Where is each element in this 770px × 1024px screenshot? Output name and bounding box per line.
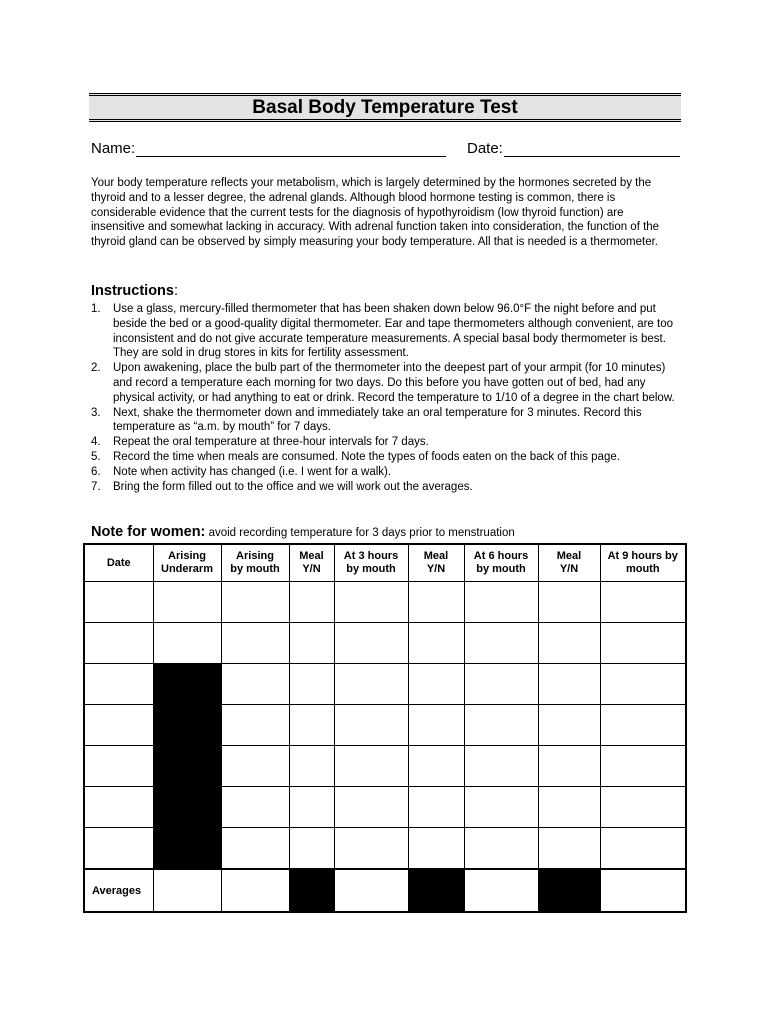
- column-header: At 3 hours by mouth: [334, 544, 408, 582]
- entry-cell[interactable]: [538, 705, 600, 746]
- date-line[interactable]: [504, 140, 680, 157]
- column-header: Meal Y/N: [289, 544, 334, 582]
- shaded-cell: [538, 869, 600, 912]
- entry-cell[interactable]: [464, 828, 538, 870]
- entry-cell[interactable]: [153, 623, 221, 664]
- average-cell[interactable]: [600, 869, 686, 912]
- entry-cell[interactable]: [334, 828, 408, 870]
- instruction-step-number: 1.: [91, 303, 101, 315]
- instruction-step: [91, 465, 681, 480]
- shaded-cell: [153, 664, 221, 705]
- shaded-cell: [408, 869, 464, 912]
- entry-cell[interactable]: [600, 746, 686, 787]
- column-header: At 6 hours by mouth: [464, 544, 538, 582]
- table-row: [84, 787, 686, 828]
- entry-cell[interactable]: [289, 664, 334, 705]
- entry-cell[interactable]: [289, 623, 334, 664]
- entry-cell[interactable]: [334, 787, 408, 828]
- name-label: Name:: [91, 140, 136, 157]
- name-line[interactable]: [136, 140, 446, 157]
- entry-cell[interactable]: [538, 787, 600, 828]
- column-header: Arising by mouth: [221, 544, 289, 582]
- entry-cell[interactable]: [334, 664, 408, 705]
- shaded-cell: [153, 705, 221, 746]
- instruction-step-number: 5.: [91, 450, 101, 463]
- entry-cell[interactable]: [84, 705, 153, 746]
- average-cell[interactable]: [334, 869, 408, 912]
- entry-cell[interactable]: [538, 582, 600, 623]
- entry-cell[interactable]: [221, 623, 289, 664]
- entry-cell[interactable]: [334, 705, 408, 746]
- entry-cell[interactable]: [408, 787, 464, 828]
- instructions-heading-text: Instructions: [91, 283, 174, 299]
- instruction-step-text: Use a glass, mercury-filled thermometer that has been shaken down below 96.0°F the night before and put beside the bed or a good-quality digital thermometer. Ear and tape thermometers although convenient, are too inconsistent and do not give accurate temperature measurements. A special basal body thermometer is best. They are sold in drug stores in kits for fertility assessment.: [113, 303, 674, 360]
- entry-cell[interactable]: [334, 623, 408, 664]
- entry-cell[interactable]: [600, 705, 686, 746]
- entry-cell[interactable]: [538, 746, 600, 787]
- table-row: [84, 828, 686, 870]
- entry-cell[interactable]: [334, 746, 408, 787]
- date-label: Date:: [467, 140, 503, 157]
- instruction-step-text: Repeat the oral temperature at three-hour intervals for 7 days.: [113, 436, 429, 449]
- entry-cell[interactable]: [289, 582, 334, 623]
- shaded-cell: [153, 746, 221, 787]
- entry-cell[interactable]: [153, 582, 221, 623]
- column-header: Meal Y/N: [538, 544, 600, 582]
- instruction-step-number: 2.: [91, 362, 101, 375]
- table-row: [84, 746, 686, 787]
- instruction-step-text: Next, shake the thermometer down and immediately take an oral temperature for 3 minutes. Record this temperature as “a.m. by mouth” for 7 days.: [113, 406, 642, 434]
- entry-cell[interactable]: [84, 746, 153, 787]
- entry-cell[interactable]: [289, 828, 334, 870]
- instructions-heading-colon: :: [173, 283, 179, 299]
- table-row: [84, 623, 686, 664]
- entry-cell[interactable]: [600, 623, 686, 664]
- entry-cell[interactable]: [600, 828, 686, 870]
- entry-cell[interactable]: [464, 705, 538, 746]
- entry-cell[interactable]: [464, 623, 538, 664]
- table-row: [84, 705, 686, 746]
- entry-cell[interactable]: [408, 746, 464, 787]
- entry-cell[interactable]: [464, 582, 538, 623]
- instruction-step-text: Note when activity has changed (i.e. I went for a walk).: [113, 465, 392, 478]
- entry-cell[interactable]: [84, 787, 153, 828]
- women-note-text: avoid recording temperature for 3 days prior to menstruation: [205, 527, 515, 539]
- table-header-row: [84, 544, 686, 582]
- entry-cell[interactable]: [538, 828, 600, 870]
- entry-cell[interactable]: [464, 787, 538, 828]
- instructions-heading: [91, 283, 178, 299]
- column-header: Date: [84, 544, 153, 582]
- entry-cell[interactable]: [221, 664, 289, 705]
- entry-cell[interactable]: [289, 705, 334, 746]
- entry-cell[interactable]: [464, 664, 538, 705]
- date-field[interactable]: [467, 140, 680, 157]
- entry-cell[interactable]: [289, 746, 334, 787]
- averages-label: Averages: [84, 869, 153, 912]
- instruction-step: [91, 406, 681, 436]
- name-field[interactable]: [91, 140, 446, 157]
- name-date-row: [91, 140, 681, 160]
- average-cell[interactable]: [464, 869, 538, 912]
- instruction-step-number: 6.: [91, 465, 101, 478]
- intro-paragraph: Your body temperature reflects your metabolism, which is largely determined by the hormones secreted by the thyroid and to a lesser degree, the adrenal glands. Although blood hormone testing is common, there is considerable evidence that the current tests for the diagnosis of hypothyroidism (low thyroid function) are insensitive and somewhat lacking in accuracy. With adrenal function taken into consideration, the function of the thyroid gland can be observed by simply measuring your body temperature. All that is needed is a thermometer.: [91, 177, 660, 249]
- average-cell[interactable]: [221, 869, 289, 912]
- instructions-list: [91, 302, 681, 494]
- shaded-cell: [153, 787, 221, 828]
- table-row: [84, 664, 686, 705]
- shaded-cell: [289, 869, 334, 912]
- instruction-step: [91, 435, 681, 450]
- entry-cell[interactable]: [408, 664, 464, 705]
- entry-cell[interactable]: [334, 582, 408, 623]
- entry-cell[interactable]: [600, 582, 686, 623]
- entry-cell[interactable]: [221, 787, 289, 828]
- instruction-step-number: 4.: [91, 436, 101, 449]
- table-row: [84, 582, 686, 623]
- entry-cell[interactable]: [408, 582, 464, 623]
- instruction-step-text: Record the time when meals are consumed. Note the types of foods eaten on the back of this page.: [113, 450, 620, 463]
- entry-cell[interactable]: [538, 623, 600, 664]
- entry-cell[interactable]: [221, 705, 289, 746]
- column-header: Arising Underarm: [153, 544, 221, 582]
- instruction-step: [91, 302, 681, 361]
- title-bar: [89, 93, 681, 122]
- entry-cell[interactable]: [600, 664, 686, 705]
- shaded-cell: [153, 828, 221, 870]
- average-cell[interactable]: [153, 869, 221, 912]
- entry-cell[interactable]: [289, 787, 334, 828]
- entry-cell[interactable]: [408, 828, 464, 870]
- temperature-table: [83, 543, 687, 913]
- column-header: Meal Y/N: [408, 544, 464, 582]
- instruction-step: [91, 361, 681, 405]
- page-title: Basal Body Temperature Test: [252, 97, 518, 118]
- entry-cell[interactable]: [538, 664, 600, 705]
- entry-cell[interactable]: [600, 787, 686, 828]
- entry-cell[interactable]: [84, 828, 153, 870]
- instruction-step: [91, 480, 681, 495]
- entry-cell[interactable]: [408, 623, 464, 664]
- averages-row: [84, 869, 686, 912]
- entry-cell[interactable]: [84, 623, 153, 664]
- entry-cell[interactable]: [221, 746, 289, 787]
- entry-cell[interactable]: [84, 582, 153, 623]
- column-header: At 9 hours by mouth: [600, 544, 686, 582]
- entry-cell[interactable]: [408, 705, 464, 746]
- entry-cell[interactable]: [464, 746, 538, 787]
- instruction-step-text: Bring the form filled out to the office and we will work out the averages.: [113, 480, 473, 493]
- instruction-step: [91, 450, 681, 465]
- entry-cell[interactable]: [84, 664, 153, 705]
- entry-cell[interactable]: [221, 582, 289, 623]
- entry-cell[interactable]: [221, 828, 289, 870]
- women-note-label: Note for women:: [91, 524, 206, 540]
- women-note: [91, 524, 515, 540]
- instruction-step-number: 7.: [91, 480, 101, 493]
- instruction-step-text: Upon awakening, place the bulb part of the thermometer into the deepest part of your armpit (for 10 minutes) and record a temperature each morning for two days. Do this before you have gotten out of bed, had any physical activity, or had anything to eat or drink. Record the temperature to 1/10 of a degree in the chart below.: [113, 362, 675, 404]
- instruction-step-number: 3.: [91, 406, 101, 419]
